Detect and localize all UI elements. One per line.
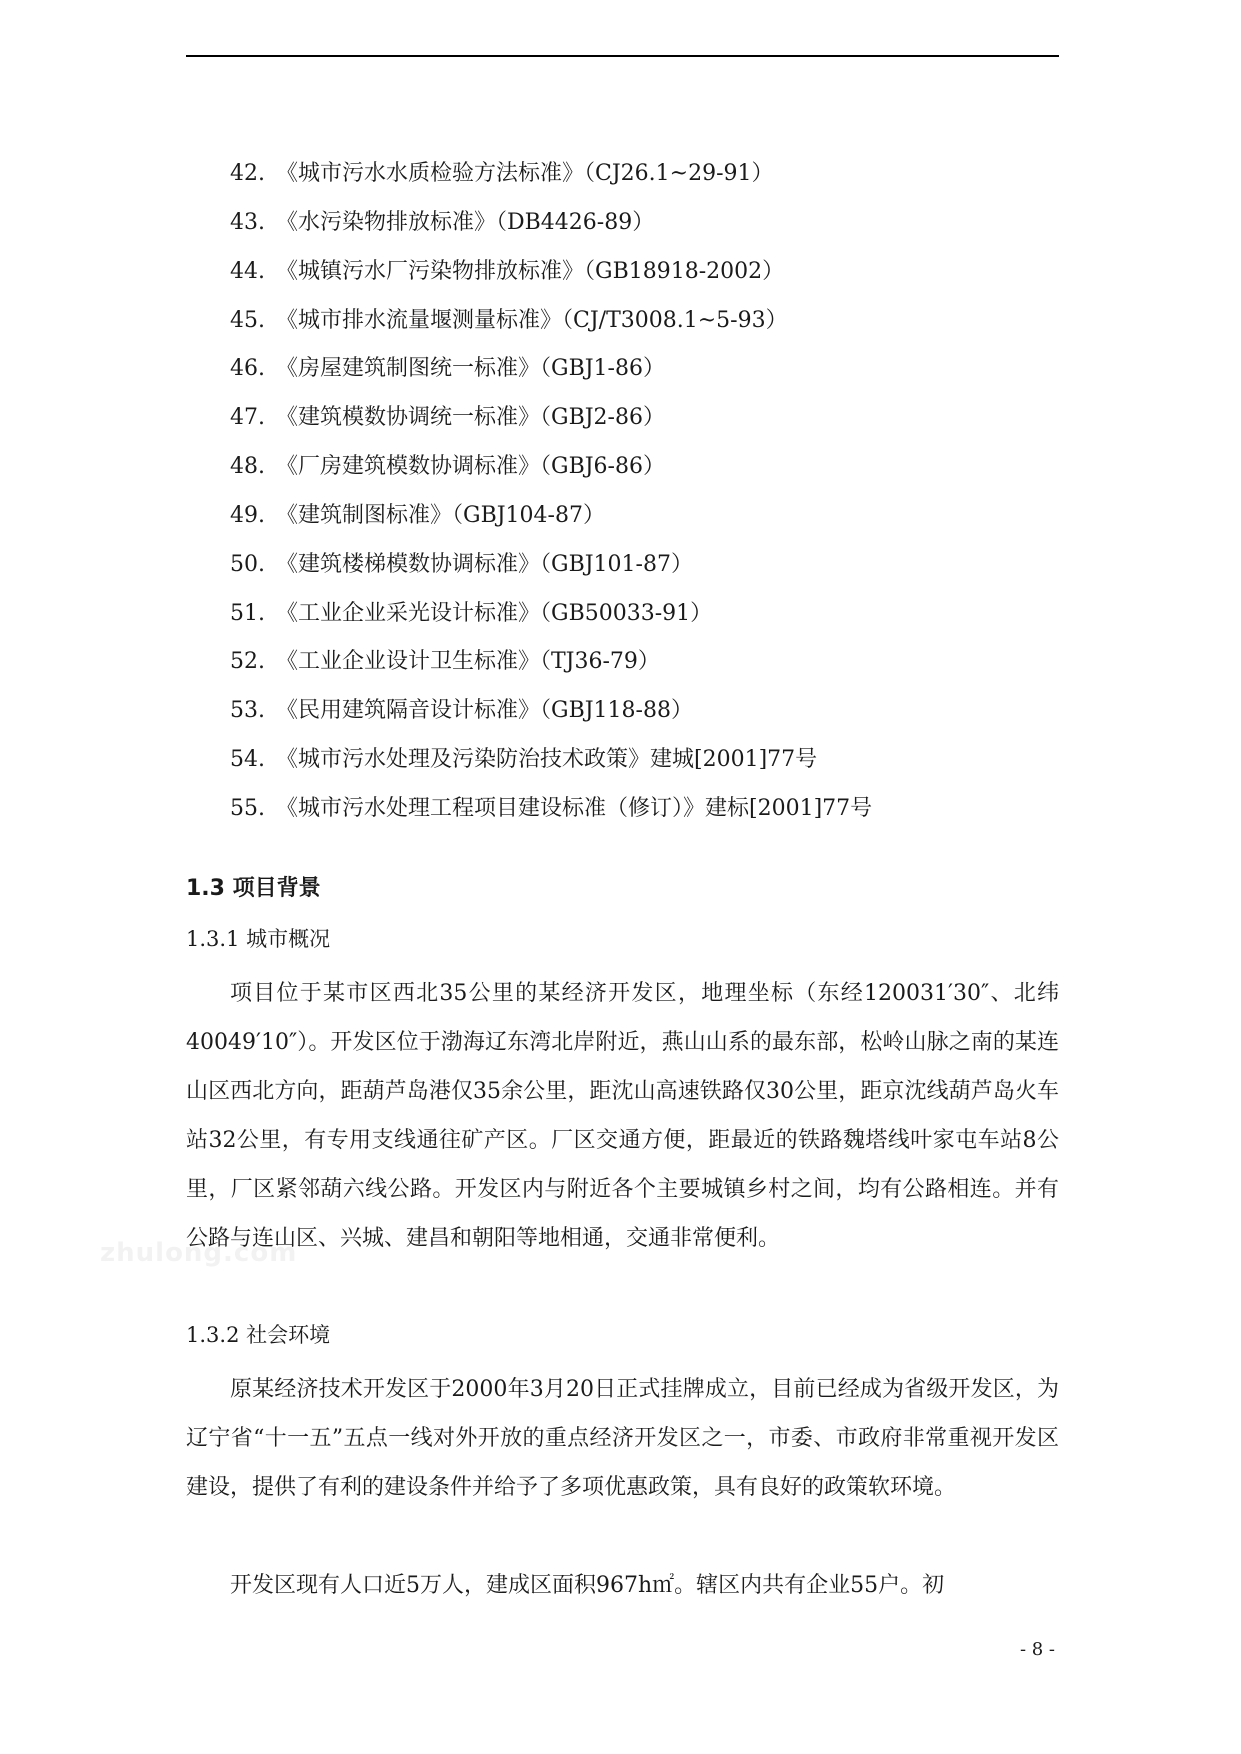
paragraph-social-environment-2: 开发区现有人口近5万人，建成区面积967h㎡。辖区内共有企业55户。初 xyxy=(230,1573,945,1598)
reference-text: 《民用建筑隔音设计标准》（GBJ118-88） xyxy=(276,698,693,724)
watermark: zhulong.com xyxy=(100,1238,298,1268)
paragraph-social-environment-1: 原某经济技术开发区于2000年3月20日正式挂牌成立，目前已经成为省级开发区，为辽宁省“十一五”五点一线对外开放的重点经济开发区之一，市委、市政府非常重视开发区建设，提供了有利的建设条件并给予了多项优惠政策，具有良好的政策软环境。 xyxy=(186,1377,1059,1500)
reference-item xyxy=(0,150,1241,199)
reference-item xyxy=(0,687,1241,736)
reference-number: 45. xyxy=(230,307,265,333)
reference-text: 《厂房建筑模数协调标准》（GBJ6-86） xyxy=(276,454,665,480)
reference-text: 《城市排水流量堰测量标准》（CJ/T3008.1~5-93） xyxy=(276,307,788,333)
reference-number: 48. xyxy=(230,454,265,480)
reference-number: 55. xyxy=(230,795,265,821)
reference-text: 《房屋建筑制图统一标准》（GBJ1-86） xyxy=(276,356,665,382)
reference-list xyxy=(0,150,1241,834)
reference-number: 50. xyxy=(230,551,265,577)
reference-number: 42. xyxy=(230,161,265,186)
reference-number: 47. xyxy=(230,405,265,431)
reference-number: 52. xyxy=(230,649,265,675)
reference-text: 《建筑楼梯模数协调标准》（GBJ101-87） xyxy=(276,551,693,577)
reference-item xyxy=(0,345,1241,394)
reference-item xyxy=(0,492,1241,541)
reference-item xyxy=(0,297,1241,346)
reference-text: 《建筑制图标准》（GBJ104-87） xyxy=(276,502,605,528)
subsection-title-social-environment: 1.3.2 社会环境 xyxy=(186,1323,331,1347)
reference-item xyxy=(0,638,1241,687)
reference-text: 《工业企业设计卫生标准》（TJ36-79） xyxy=(276,649,660,675)
reference-number: 46. xyxy=(230,356,265,382)
subsection-title-city-overview: 1.3.1 城市概况 xyxy=(186,927,331,951)
reference-item xyxy=(0,199,1241,248)
reference-number: 43. xyxy=(230,209,265,235)
reference-item xyxy=(0,736,1241,785)
reference-text: 《城市污水水质检验方法标准》（CJ26.1~29-91） xyxy=(276,161,774,186)
paragraph-city-overview: 项目位于某市区西北35公里的某经济开发区，地理坐标（东经120031′30″、北纬40049′10″）。开发区位于渤海辽东湾北岸附近，燕山山系的最东部，松岭山脉之南的某连山区西北方向，距葫芦岛港仅35余公里，距沈山高速铁路仅30公里，距京沈线葫芦岛火车站32公里，有专用支线通往矿产区。厂区交通方便，距最近的铁路魏塔线叶家屯车站8公里，厂区紧邻葫六线公路。开发区内与附近各个主要城镇乡村之间，均有公路相连。并有公路与连山区、兴城、建昌和朝阳等地相通，交通非常便利。 xyxy=(186,981,1059,1251)
reference-number: 54. xyxy=(230,747,265,773)
reference-item xyxy=(0,394,1241,443)
reference-text: 《建筑模数协调统一标准》（GBJ2-86） xyxy=(276,405,665,431)
reference-number: 49. xyxy=(230,502,265,528)
header-rule xyxy=(186,55,1059,57)
reference-number: 51. xyxy=(230,600,265,626)
reference-number: 53. xyxy=(230,698,265,724)
reference-number: 44. xyxy=(230,258,265,284)
reference-item xyxy=(0,785,1241,834)
reference-item xyxy=(0,541,1241,590)
reference-text: 《城市污水处理工程项目建设标准（修订）》建标[2001]77号 xyxy=(276,795,873,821)
reference-text: 《工业企业采光设计标准》（GB50033-91） xyxy=(276,600,713,626)
reference-text: 《城镇污水厂污染物排放标准》（GB18918-2002） xyxy=(276,258,785,284)
section-title: 1.3 项目背景 xyxy=(186,876,321,901)
reference-item xyxy=(0,443,1241,492)
reference-text: 《城市污水处理及污染防治技术政策》建城[2001]77号 xyxy=(276,747,818,773)
reference-item xyxy=(0,590,1241,639)
reference-item xyxy=(0,248,1241,297)
page-number: - 8 - xyxy=(1019,1639,1055,1660)
reference-text: 《水污染物排放标准》（DB4426-89） xyxy=(276,209,655,235)
